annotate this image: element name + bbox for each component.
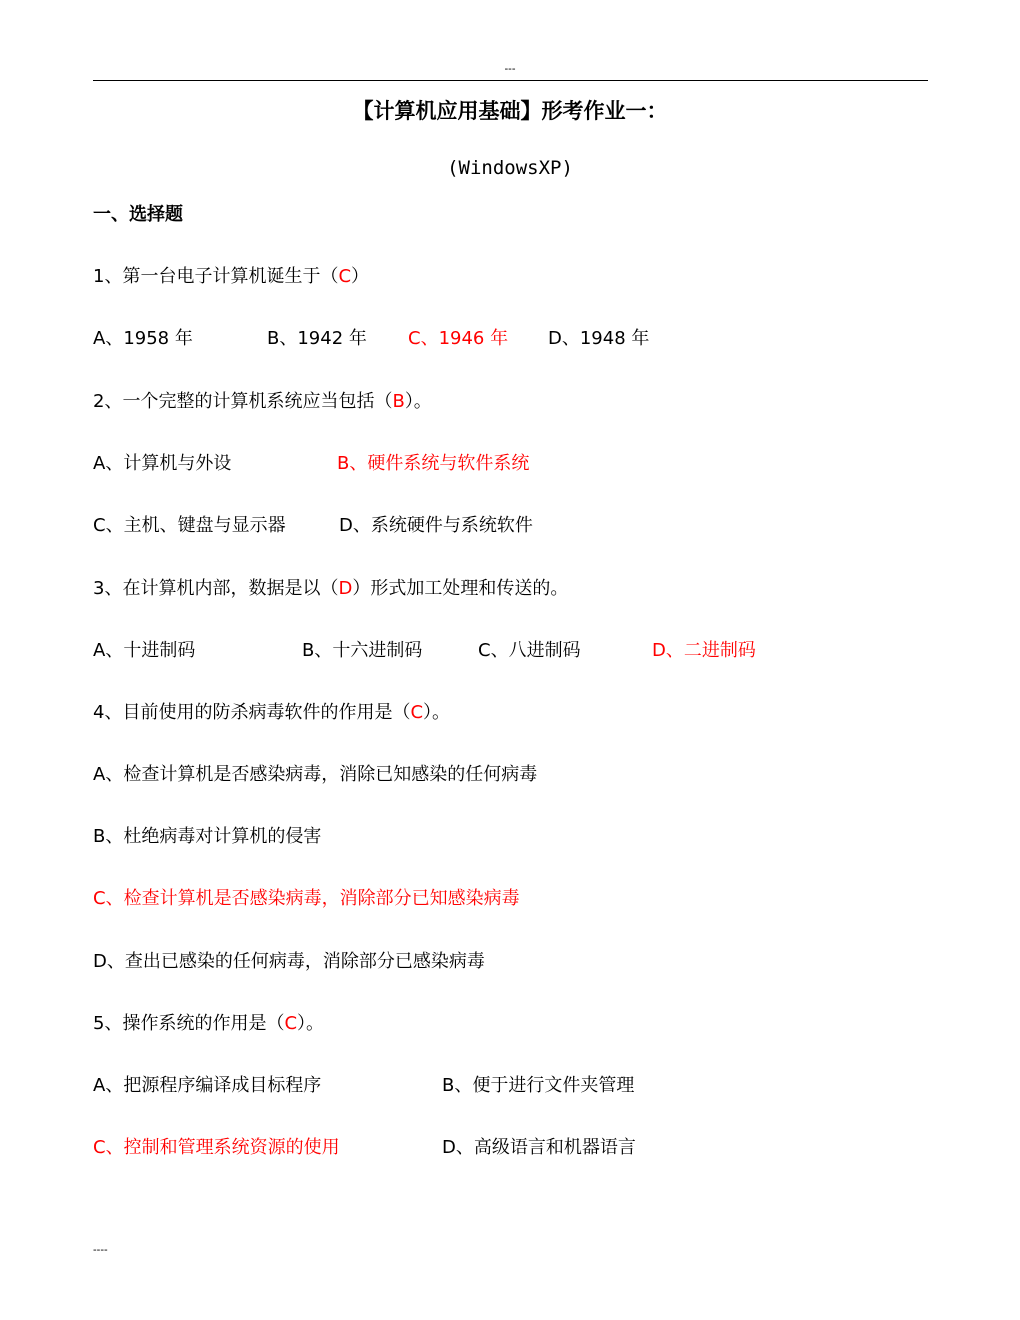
question-stem-prefix: 3、在计算机内部，数据是以（	[93, 578, 339, 599]
option-a: A、计算机与外设	[93, 453, 232, 474]
question-answer: C	[338, 266, 352, 287]
option-b-correct: B、硬件系统与软件系统	[337, 453, 530, 474]
option-a: A、把源程序编译成目标程序	[93, 1075, 322, 1096]
option-d: D、1948 年	[548, 328, 650, 349]
option-a: A、1958 年	[93, 328, 193, 349]
document-title: 【计算机应用基础】形考作业一：	[352, 99, 668, 123]
section-heading: 一、选择题	[93, 204, 183, 225]
question-stem-prefix: 4、目前使用的防杀病毒软件的作用是（	[93, 702, 411, 723]
question-stem-suffix: ）。	[423, 702, 451, 723]
question-answer: C	[410, 702, 424, 723]
question-4-option-b: B、杜绝病毒对计算机的侵害	[93, 826, 322, 847]
header-divider	[93, 80, 928, 81]
question-1-options	[93, 326, 793, 352]
question-answer: C	[284, 1013, 298, 1034]
page-footer-mark: ----	[93, 1244, 108, 1256]
question-2-options-row-2	[93, 513, 793, 539]
question-4-stem	[93, 700, 450, 726]
question-4-option-d: D、查出已感染的任何病毒，消除部分已感染病毒	[93, 951, 485, 972]
question-stem-prefix: 5、操作系统的作用是（	[93, 1013, 285, 1034]
question-1-stem	[93, 264, 369, 290]
question-5-options-row-2	[93, 1135, 793, 1161]
option-c-correct: C、1946 年	[408, 328, 509, 349]
question-answer: B	[392, 391, 405, 412]
question-stem-suffix: ）	[351, 266, 370, 287]
option-d: D、高级语言和机器语言	[442, 1137, 636, 1158]
question-2-stem	[93, 389, 432, 415]
option-b: B、便于进行文件夹管理	[442, 1075, 635, 1096]
question-3-stem	[93, 576, 568, 602]
option-b: B、十六进制码	[302, 640, 423, 661]
question-answer: D	[338, 578, 353, 599]
page-header-mark: ---	[504, 63, 516, 75]
option-d-correct: D、二进制码	[652, 640, 756, 661]
question-5-stem	[93, 1011, 324, 1037]
question-4-option-c-correct: C、检查计算机是否感染病毒，消除部分已知感染病毒	[93, 888, 520, 909]
option-a: A、十进制码	[93, 640, 196, 661]
option-b: B、1942 年	[267, 328, 367, 349]
question-3-options	[93, 638, 853, 664]
question-stem-prefix: 2、一个完整的计算机系统应当包括（	[93, 391, 393, 412]
question-5-options-row-1	[93, 1073, 793, 1099]
question-4-option-a: A、检查计算机是否感染病毒，消除已知感染的任何病毒	[93, 764, 538, 785]
option-d: D、系统硬件与系统软件	[339, 515, 533, 536]
question-stem-suffix: ）。	[297, 1013, 325, 1034]
document-subtitle: (WindowsXP)	[447, 157, 573, 179]
question-stem-suffix: ）。	[404, 391, 432, 412]
option-c: C、主机、键盘与显示器	[93, 515, 286, 536]
option-c: C、八进制码	[478, 640, 581, 661]
question-stem-prefix: 1、第一台电子计算机诞生于（	[93, 266, 339, 287]
question-stem-suffix: ）形式加工处理和传送的。	[352, 578, 569, 599]
option-c-correct: C、控制和管理系统资源的使用	[93, 1137, 340, 1158]
question-2-options-row-1	[93, 451, 793, 477]
